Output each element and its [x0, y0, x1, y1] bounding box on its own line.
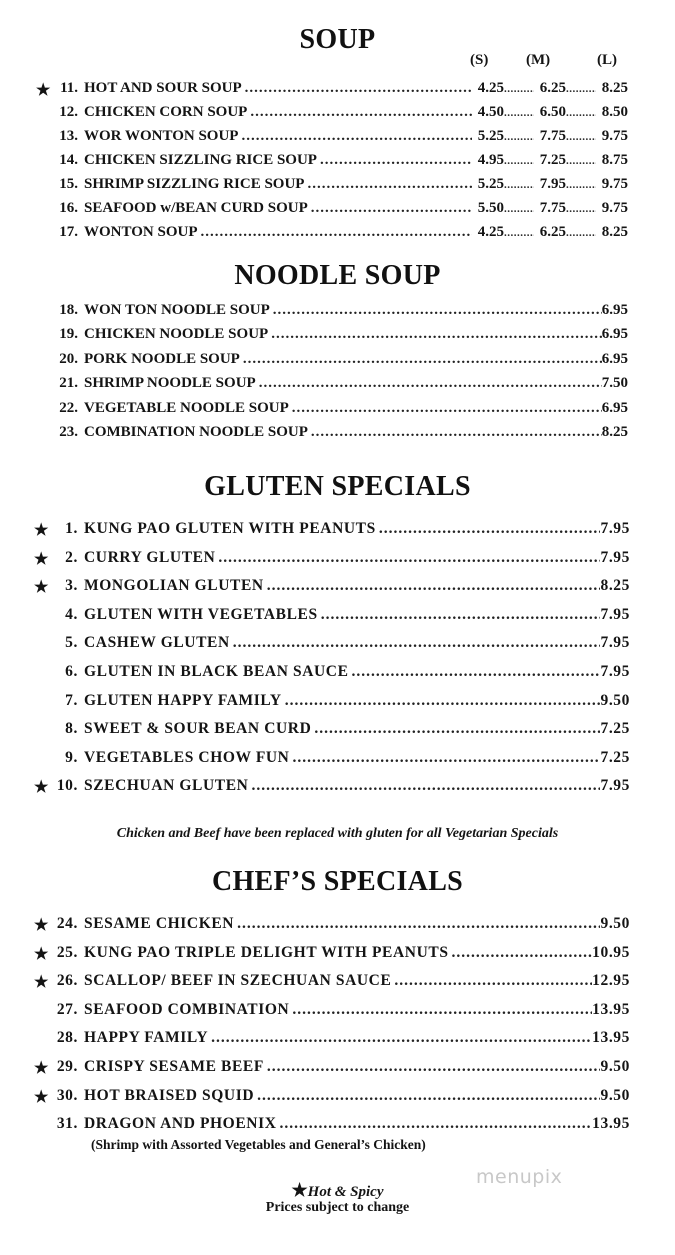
menu-item-row: [34, 749, 630, 769]
price-large: 9.75: [601, 200, 628, 216]
menu-item-row: [34, 1058, 630, 1078]
price-medium: 7.25: [539, 152, 566, 168]
price-large: 9.75: [601, 176, 628, 192]
hot-spicy-legend: [0, 1180, 675, 1201]
menu-item-row: [34, 577, 630, 597]
item-number: 13.: [59, 128, 78, 144]
price-columns: [472, 104, 628, 121]
item-number: 2.: [65, 548, 78, 566]
item-name: MONGOLIAN GLUTEN: [84, 577, 264, 595]
dot-leader: [208, 1029, 592, 1047]
price-small: 5.25: [477, 176, 504, 192]
item-name: HOT BRAISED SQUID: [84, 1086, 255, 1104]
item-name: WON TON NOODLE SOUP: [84, 302, 270, 318]
item-name: WOR WONTON SOUP: [84, 128, 239, 144]
price-columns: [472, 128, 628, 145]
dot-leader: [504, 155, 534, 167]
dot-leader: [230, 634, 601, 652]
item-price: 7.95: [600, 634, 630, 652]
item-price: 6.95: [601, 399, 628, 416]
item-number: 26.: [56, 972, 78, 990]
menu-item-row: [36, 224, 628, 244]
star-icon: ★: [34, 579, 49, 597]
star-icon: ★: [34, 522, 49, 539]
item-price: 6.95: [601, 350, 628, 367]
item-number: 17.: [59, 224, 78, 240]
dot-leader: [566, 227, 596, 239]
chefs-specials-title: CHEF’S SPECIALS: [211, 866, 464, 897]
item-number: 16.: [59, 200, 78, 216]
menu-item-row: [34, 777, 630, 797]
menu-item-row: [34, 1029, 630, 1049]
dot-leader: [317, 152, 472, 169]
price-columns: [472, 200, 628, 217]
price-small: 4.25: [477, 224, 504, 240]
dot-leader: [504, 107, 534, 119]
menu-item-row: [36, 424, 628, 444]
item-price: 13.95: [592, 1029, 630, 1047]
item-number: 20.: [59, 350, 78, 367]
item-number: 25.: [56, 943, 78, 961]
dot-leader: [238, 128, 472, 145]
item-name: SZECHUAN GLUTEN: [84, 777, 249, 795]
menu-item-row: [34, 720, 630, 740]
menu-item-row: [36, 128, 628, 148]
item-number: 11.: [60, 80, 78, 96]
item-name: KUNG PAO TRIPLE DELIGHT WITH PEANUTS: [84, 943, 449, 961]
item-price: 6.95: [601, 326, 628, 343]
dot-leader: [566, 83, 596, 95]
item-name: HOT AND SOUR SOUP: [84, 80, 242, 96]
menu-item-row: [34, 915, 630, 935]
item-name: CHICKEN SIZZLING RICE SOUP: [84, 152, 317, 168]
price-medium: 7.75: [539, 200, 566, 216]
item-name: KUNG PAO GLUTEN WITH PEANUTS: [84, 520, 376, 537]
size-medium-header: (M): [526, 52, 551, 68]
menu-item-row: [36, 375, 628, 395]
item-name: SHRIMP SIZZLING RICE SOUP: [84, 176, 305, 192]
item-number: 14.: [59, 152, 78, 168]
price-small: 5.25: [477, 128, 504, 144]
menu-item-row: [36, 104, 628, 124]
menu-item-row: [36, 351, 628, 371]
item-number: 18.: [59, 302, 78, 318]
menu-item-row: [34, 663, 630, 683]
item-name: GLUTEN WITH VEGETABLES: [84, 605, 318, 623]
dot-leader: [282, 692, 601, 710]
item-number: 10.: [56, 777, 78, 795]
watermark-logo: menupix: [476, 1166, 563, 1188]
item-name: GLUTEN HAPPY FAMILY: [84, 691, 282, 709]
dot-leader: [277, 1115, 593, 1133]
item-number: 22.: [59, 399, 78, 416]
item-name: WONTON SOUP: [84, 224, 198, 240]
item-price: 6.95: [601, 302, 628, 318]
item-price: 9.50: [600, 1058, 630, 1075]
dot-leader: [198, 224, 473, 241]
dot-leader: [504, 179, 534, 191]
item-price: 10.95: [592, 943, 630, 961]
item-price: 9.50: [600, 691, 630, 709]
dot-leader: [289, 1001, 592, 1019]
item-number: 7.: [65, 691, 78, 709]
dot-leader: [449, 944, 593, 962]
menu-item-row: [34, 692, 630, 712]
item-number: 29.: [56, 1058, 78, 1075]
gluten-specials-title: GLUTEN SPECIALS: [204, 471, 471, 502]
dot-leader: [504, 131, 534, 143]
item-name: COMBINATION NOODLE SOUP: [84, 424, 308, 440]
dot-leader: [289, 749, 600, 767]
dot-leader: [240, 351, 602, 368]
item-name: SEAFOOD COMBINATION: [84, 1000, 290, 1018]
item-number: 12.: [59, 104, 78, 120]
menu-item-row: [36, 326, 628, 346]
dot-leader: [248, 777, 600, 795]
menu-item-row: [34, 634, 630, 654]
star-icon: ★: [34, 945, 49, 963]
price-columns: [472, 152, 628, 169]
price-small: 4.95: [477, 152, 504, 168]
item-number: 6.: [65, 663, 78, 680]
item-price: 7.95: [600, 548, 630, 566]
menu-item-row: [36, 80, 628, 100]
star-icon: ★: [34, 550, 49, 568]
menu-item-row: [36, 400, 628, 420]
dragon-phoenix-note: (Shrimp with Assorted Vegetables and General’s Chicken): [91, 1137, 426, 1152]
dot-leader: [566, 179, 596, 191]
dot-leader: [504, 203, 534, 215]
size-small-header: (S): [470, 52, 489, 68]
item-price: 9.50: [600, 915, 630, 932]
star-icon: ★: [291, 1180, 308, 1200]
price-large: 8.25: [601, 224, 628, 240]
item-number: 27.: [56, 1000, 78, 1018]
item-price: 12.95: [592, 972, 630, 990]
size-large-header: (L): [597, 52, 617, 68]
star-icon: ★: [34, 1060, 49, 1077]
item-name: PORK NOODLE SOUP: [84, 350, 240, 367]
item-number: 28.: [56, 1029, 78, 1047]
dot-leader: [349, 663, 601, 681]
menu-item-row: [34, 549, 630, 569]
item-name: SWEET & SOUR BEAN CURD: [84, 720, 312, 738]
item-price: 8.25: [600, 577, 630, 595]
dot-leader: [308, 424, 602, 441]
item-number: 3.: [65, 577, 78, 595]
item-number: 9.: [65, 748, 78, 766]
menu-item-row: [34, 1001, 630, 1021]
price-large: 8.25: [601, 80, 628, 96]
item-price: 7.25: [600, 720, 630, 738]
dot-leader: [318, 606, 601, 624]
prices-note: Prices subject to change: [265, 1200, 410, 1215]
dot-leader: [504, 227, 534, 239]
item-price: 7.95: [600, 605, 630, 623]
item-name: SESAME CHICKEN: [84, 915, 235, 932]
item-number: 8.: [65, 720, 78, 738]
price-medium: 7.75: [539, 128, 566, 144]
menu-item-row: [34, 972, 630, 992]
dot-leader: [264, 1058, 601, 1076]
dot-leader: [311, 720, 600, 738]
price-columns: [472, 224, 628, 241]
menu-item-row: [36, 152, 628, 172]
item-number: 19.: [59, 326, 78, 343]
star-icon: ★: [34, 779, 49, 797]
item-number: 15.: [59, 176, 78, 192]
item-price: 9.50: [600, 1086, 630, 1104]
item-price: 7.25: [600, 748, 630, 766]
dot-leader: [304, 176, 472, 193]
item-name: SCALLOP/ BEEF IN SZECHUAN SAUCE: [84, 972, 392, 990]
item-name: CURRY GLUTEN: [84, 548, 216, 566]
soup-title: SOUP: [299, 24, 376, 55]
dot-leader: [504, 83, 534, 95]
item-price: 13.95: [592, 1115, 630, 1133]
item-number: 21.: [59, 375, 78, 392]
item-price: 7.95: [600, 777, 630, 795]
item-name: DRAGON AND PHOENIX: [84, 1115, 277, 1133]
price-large: 8.75: [601, 152, 628, 168]
menu-item-row: [34, 1087, 630, 1107]
menu-item-row: [34, 1115, 630, 1135]
item-name: CHICKEN CORN SOUP: [84, 104, 248, 120]
item-name: CASHEW GLUTEN: [84, 634, 230, 652]
price-columns: [472, 80, 628, 97]
star-icon: ★: [34, 917, 49, 934]
noodle-soup-title: NOODLE SOUP: [234, 260, 441, 291]
dot-leader: [566, 155, 596, 167]
menu-item-row: [34, 520, 630, 540]
price-small: 4.25: [477, 80, 504, 96]
menu-item-row: [36, 176, 628, 196]
dot-leader: [256, 375, 602, 392]
dot-leader: [308, 200, 472, 217]
item-number: 31.: [56, 1115, 78, 1133]
item-name: CRISPY SESAME BEEF: [84, 1058, 264, 1075]
dot-leader: [376, 520, 601, 538]
item-number: 1.: [65, 520, 78, 537]
price-columns: [472, 176, 628, 193]
item-price: 7.95: [600, 520, 630, 537]
menu-item-row: [34, 944, 630, 964]
dot-leader: [566, 131, 596, 143]
price-small: 4.50: [477, 104, 504, 120]
star-icon: ★: [36, 82, 51, 99]
menu-item-row: [36, 200, 628, 220]
item-price: 7.50: [601, 375, 628, 392]
dot-leader: [268, 326, 602, 343]
item-price: 7.95: [600, 663, 630, 680]
dot-leader: [270, 302, 602, 319]
item-number: 24.: [56, 915, 78, 932]
hot-spicy-label: Hot & Spicy: [307, 1184, 384, 1200]
star-icon: ★: [34, 1088, 49, 1106]
dot-leader: [254, 1087, 600, 1105]
menu-item-row: [34, 606, 630, 626]
dot-leader: [215, 549, 600, 567]
price-large: 9.75: [601, 128, 628, 144]
vegetarian-note: Chicken and Beef have been replaced with gluten for all Vegetarian Specials: [116, 826, 559, 841]
price-medium: 6.25: [539, 80, 566, 96]
item-name: SEAFOOD w/BEAN CURD SOUP: [84, 200, 308, 216]
item-number: 23.: [59, 424, 78, 440]
dot-leader: [566, 107, 596, 119]
item-number: 5.: [65, 634, 78, 652]
item-name: GLUTEN IN BLACK BEAN SAUCE: [84, 663, 349, 680]
item-number: 30.: [56, 1086, 78, 1104]
item-name: HAPPY FAMILY: [84, 1029, 209, 1047]
item-price: 8.25: [601, 424, 628, 440]
item-name: VEGETABLES CHOW FUN: [84, 748, 290, 766]
dot-leader: [242, 80, 472, 97]
item-name: CHICKEN NOODLE SOUP: [84, 326, 269, 343]
price-medium: 7.95: [539, 176, 566, 192]
dot-leader: [264, 577, 601, 595]
dot-leader: [247, 104, 472, 121]
menu-item-row: [36, 302, 628, 322]
star-icon: ★: [34, 974, 49, 992]
price-medium: 6.50: [539, 104, 566, 120]
dot-leader: [234, 915, 600, 933]
price-medium: 6.25: [539, 224, 566, 240]
item-price: 13.95: [592, 1000, 630, 1018]
item-name: SHRIMP NOODLE SOUP: [84, 375, 256, 392]
dot-leader: [391, 972, 592, 990]
item-number: 4.: [65, 605, 78, 623]
price-small: 5.50: [477, 200, 504, 216]
price-large: 8.50: [601, 104, 628, 120]
dot-leader: [289, 400, 602, 417]
dot-leader: [566, 203, 596, 215]
item-name: VEGETABLE NOODLE SOUP: [84, 399, 289, 416]
